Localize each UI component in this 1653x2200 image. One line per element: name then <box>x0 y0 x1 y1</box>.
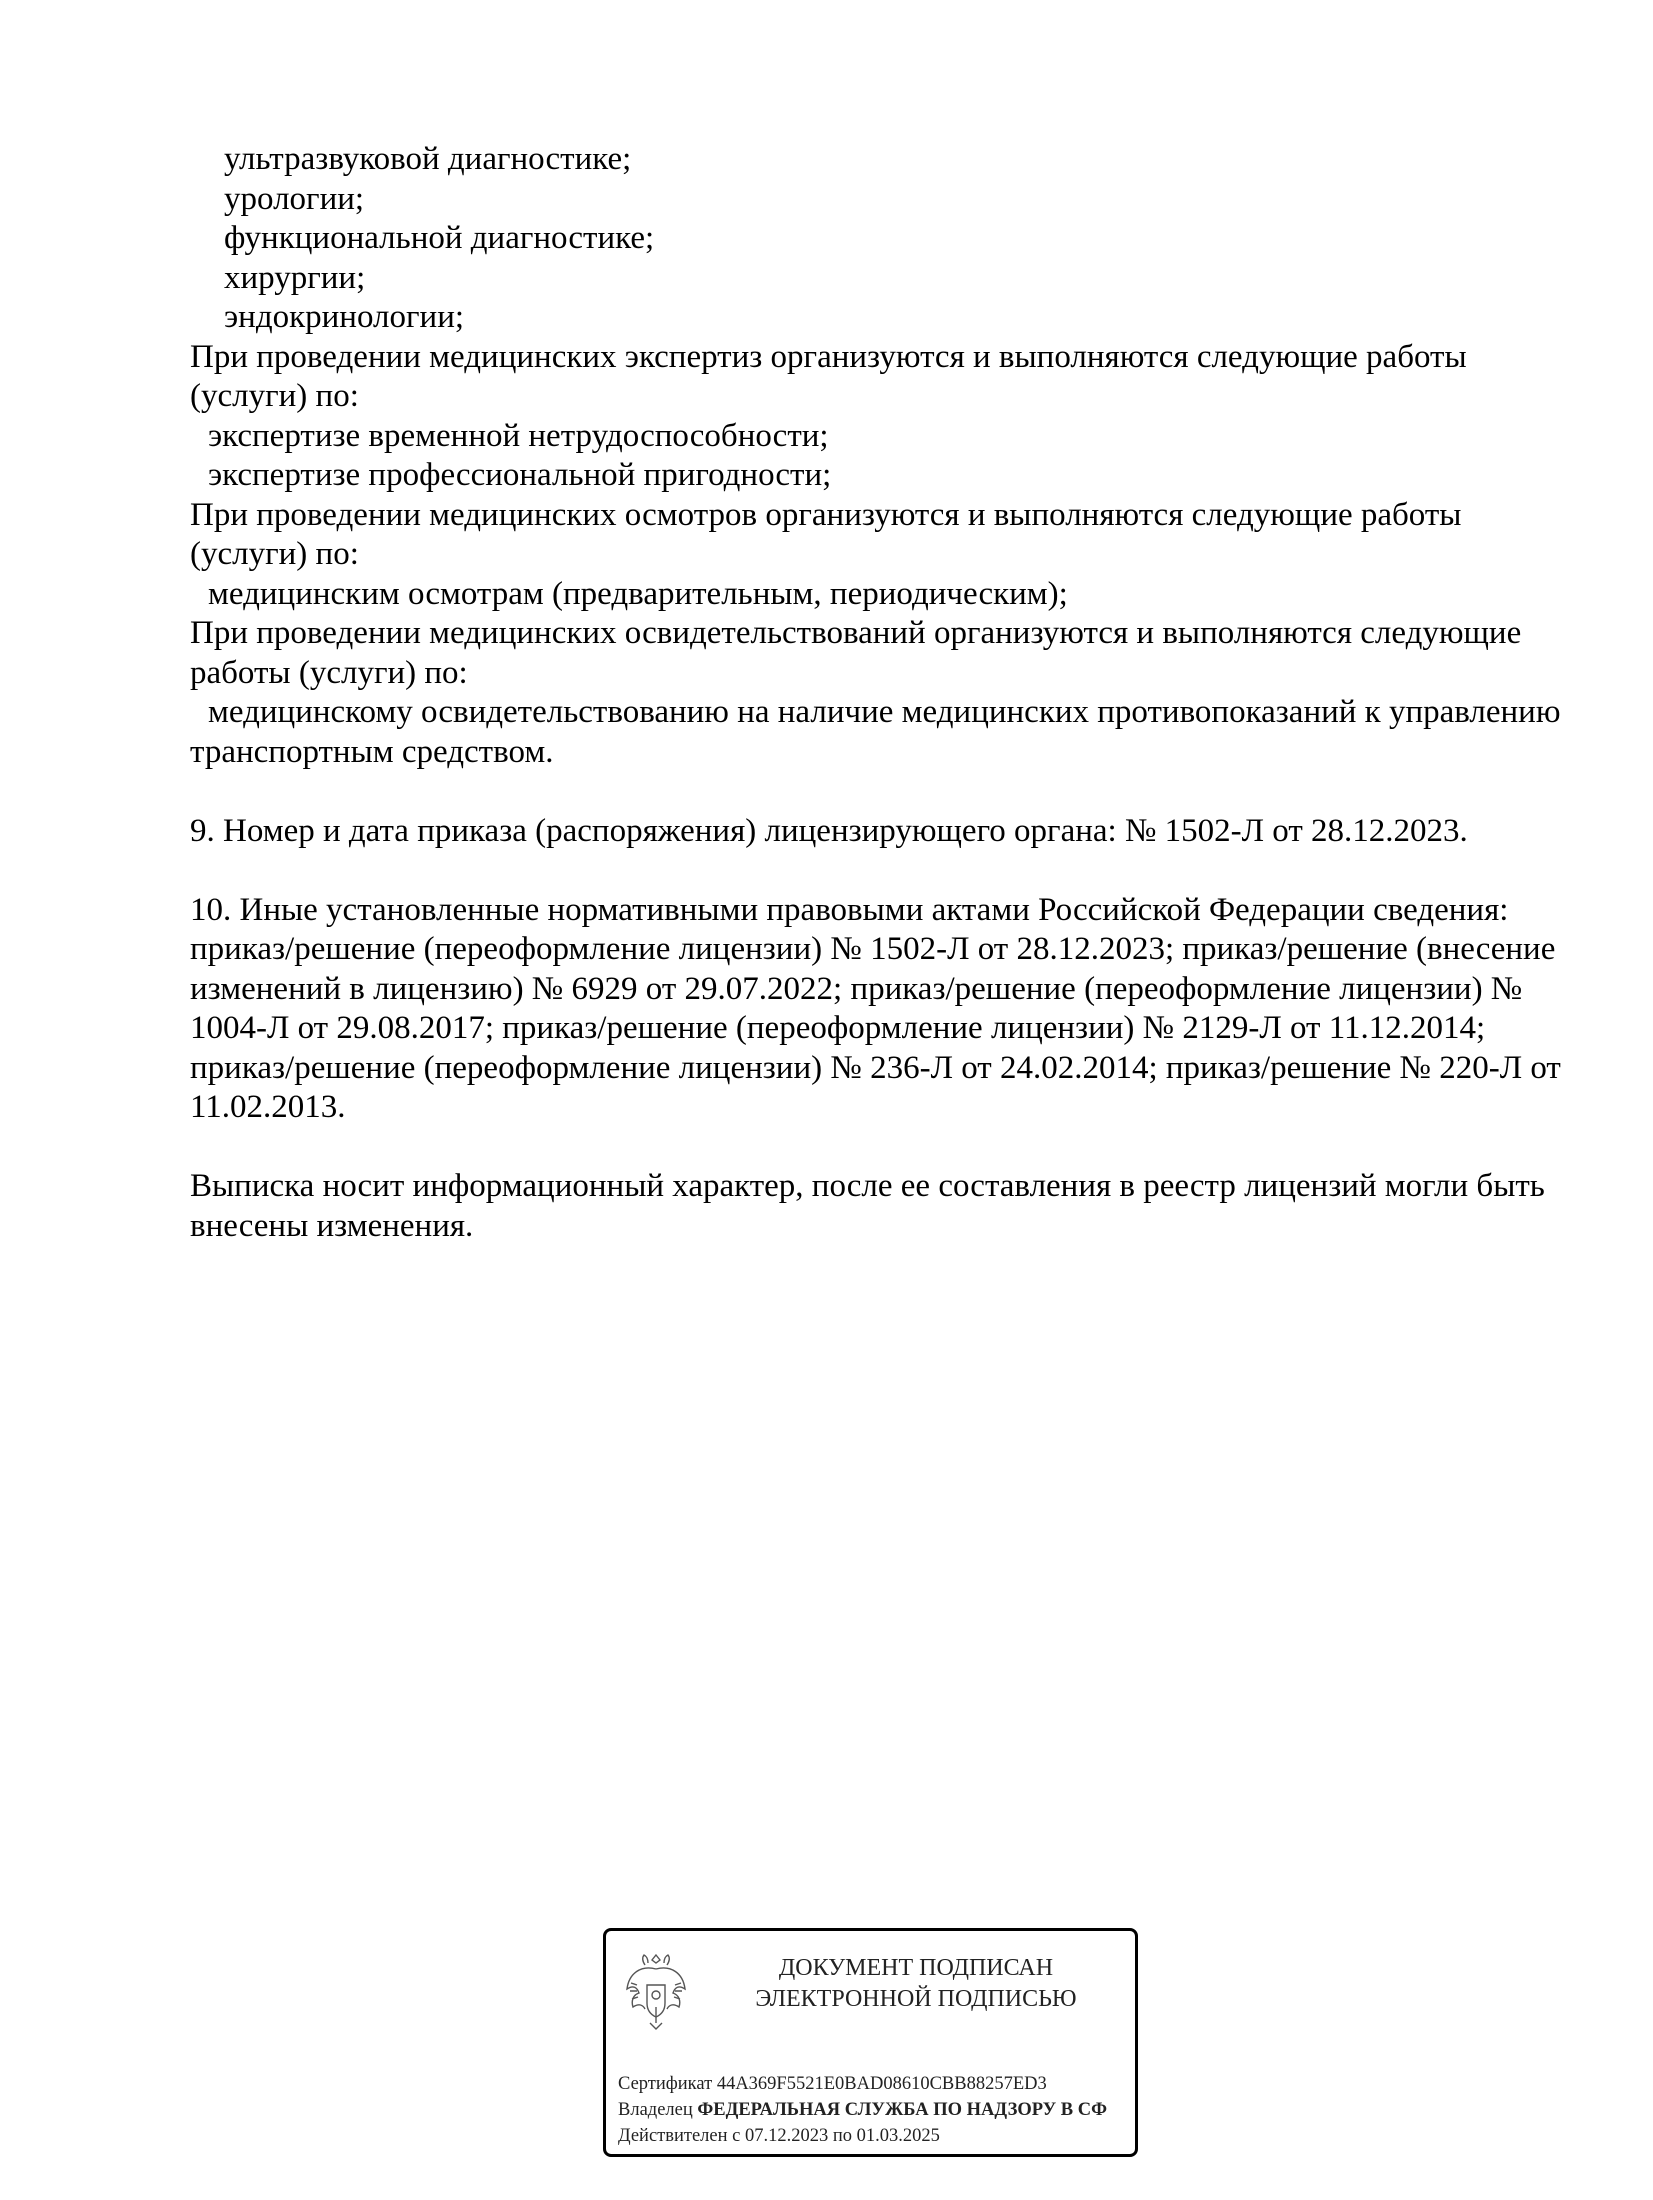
paragraph-gap <box>190 1128 1590 1168</box>
stamp-validity: Действителен с 07.12.2023 по 01.03.2025 <box>618 2126 940 2146</box>
certificate-label: Сертификат <box>618 2074 713 2094</box>
text-line: изменений в лицензию) № 6929 от 29.07.2022; приказ/решение (переоформление лицензии) № <box>190 970 1523 1007</box>
text-line: Выписка носит информационный характер, после ее составления в реестр лицензий могли быть <box>190 1168 1545 1204</box>
paragraph-gap <box>190 772 1590 812</box>
stamp-owner <box>618 2099 1107 2121</box>
text-line: При проведении медицинских осмотров организуются и выполняются следующие работы <box>190 496 1462 533</box>
text-line: внесены изменения. <box>190 1207 474 1244</box>
text-line: экспертизе профессиональной пригодности; <box>208 457 832 493</box>
owner-label: Владелец <box>618 2100 693 2120</box>
text-line: При проведении медицинских экспертиз организуются и выполняются следующие работы <box>190 338 1467 375</box>
text-line: работы (услуги) по: <box>190 654 468 691</box>
stamp-title <box>726 1953 1106 2015</box>
text-line: экспертизе временной нетрудоспособности; <box>208 417 829 454</box>
certificate-value: 44A369F5521E0BAD08610CBB88257ED3 <box>716 2074 1047 2094</box>
coat-of-arms-icon <box>623 1949 689 2033</box>
text-line: 11.02.2013. <box>190 1089 346 1125</box>
text-line: 9. Номер и дата приказа (распоряжения) лицензирующего органа: № 1502-Л от 28.12.2023. <box>190 812 1468 849</box>
text-line: ультразвуковой диагностике; <box>224 141 632 177</box>
text-line: (услуги) по: <box>190 536 359 572</box>
text-line: 10. Иные установленные нормативными правовыми актами Российской Федерации сведения: <box>190 891 1509 928</box>
text-line: приказ/решение (переоформление лицензии) № 1502-Л от 28.12.2023; приказ/решение (внесение <box>190 931 1556 967</box>
text-line: медицинскому освидетельствованию на наличие медицинских противопоказаний к управлению <box>208 694 1561 730</box>
signature-stamp <box>603 1928 1138 2157</box>
text-line: хирургии; <box>224 259 366 296</box>
text-line: транспортным средством. <box>190 733 554 770</box>
text-line: (услуги) по: <box>190 378 359 414</box>
text-line: урологии; <box>224 180 365 217</box>
document-body <box>190 140 1590 1246</box>
text-line: медицинским осмотрам (предварительным, периодическим); <box>208 575 1068 612</box>
text-line: 1004-Л от 29.08.2017; приказ/решение (переоформление лицензии) № 2129-Л от 11.12.2014; <box>190 1010 1486 1046</box>
text-line: При проведении медицинских освидетельствований организуются и выполняются следующие <box>190 615 1522 651</box>
owner-value: ФЕДЕРАЛЬНАЯ СЛУЖБА ПО НАДЗОРУ В СФ <box>697 2100 1107 2120</box>
text-line: эндокринологии; <box>224 299 465 335</box>
stamp-certificate <box>618 2073 1047 2095</box>
text-line: приказ/решение (переоформление лицензии) № 236-Л от 24.02.2014; приказ/решение № 220-Л от <box>190 1049 1561 1086</box>
paragraph-gap <box>190 851 1590 891</box>
stamp-title-line1: ДОКУМЕНТ ПОДПИСАН <box>778 1955 1054 1981</box>
text-line: функциональной диагностике; <box>224 220 655 256</box>
stamp-title-line2: ЭЛЕКТРОННОЙ ПОДПИСЬЮ <box>755 1986 1077 2012</box>
